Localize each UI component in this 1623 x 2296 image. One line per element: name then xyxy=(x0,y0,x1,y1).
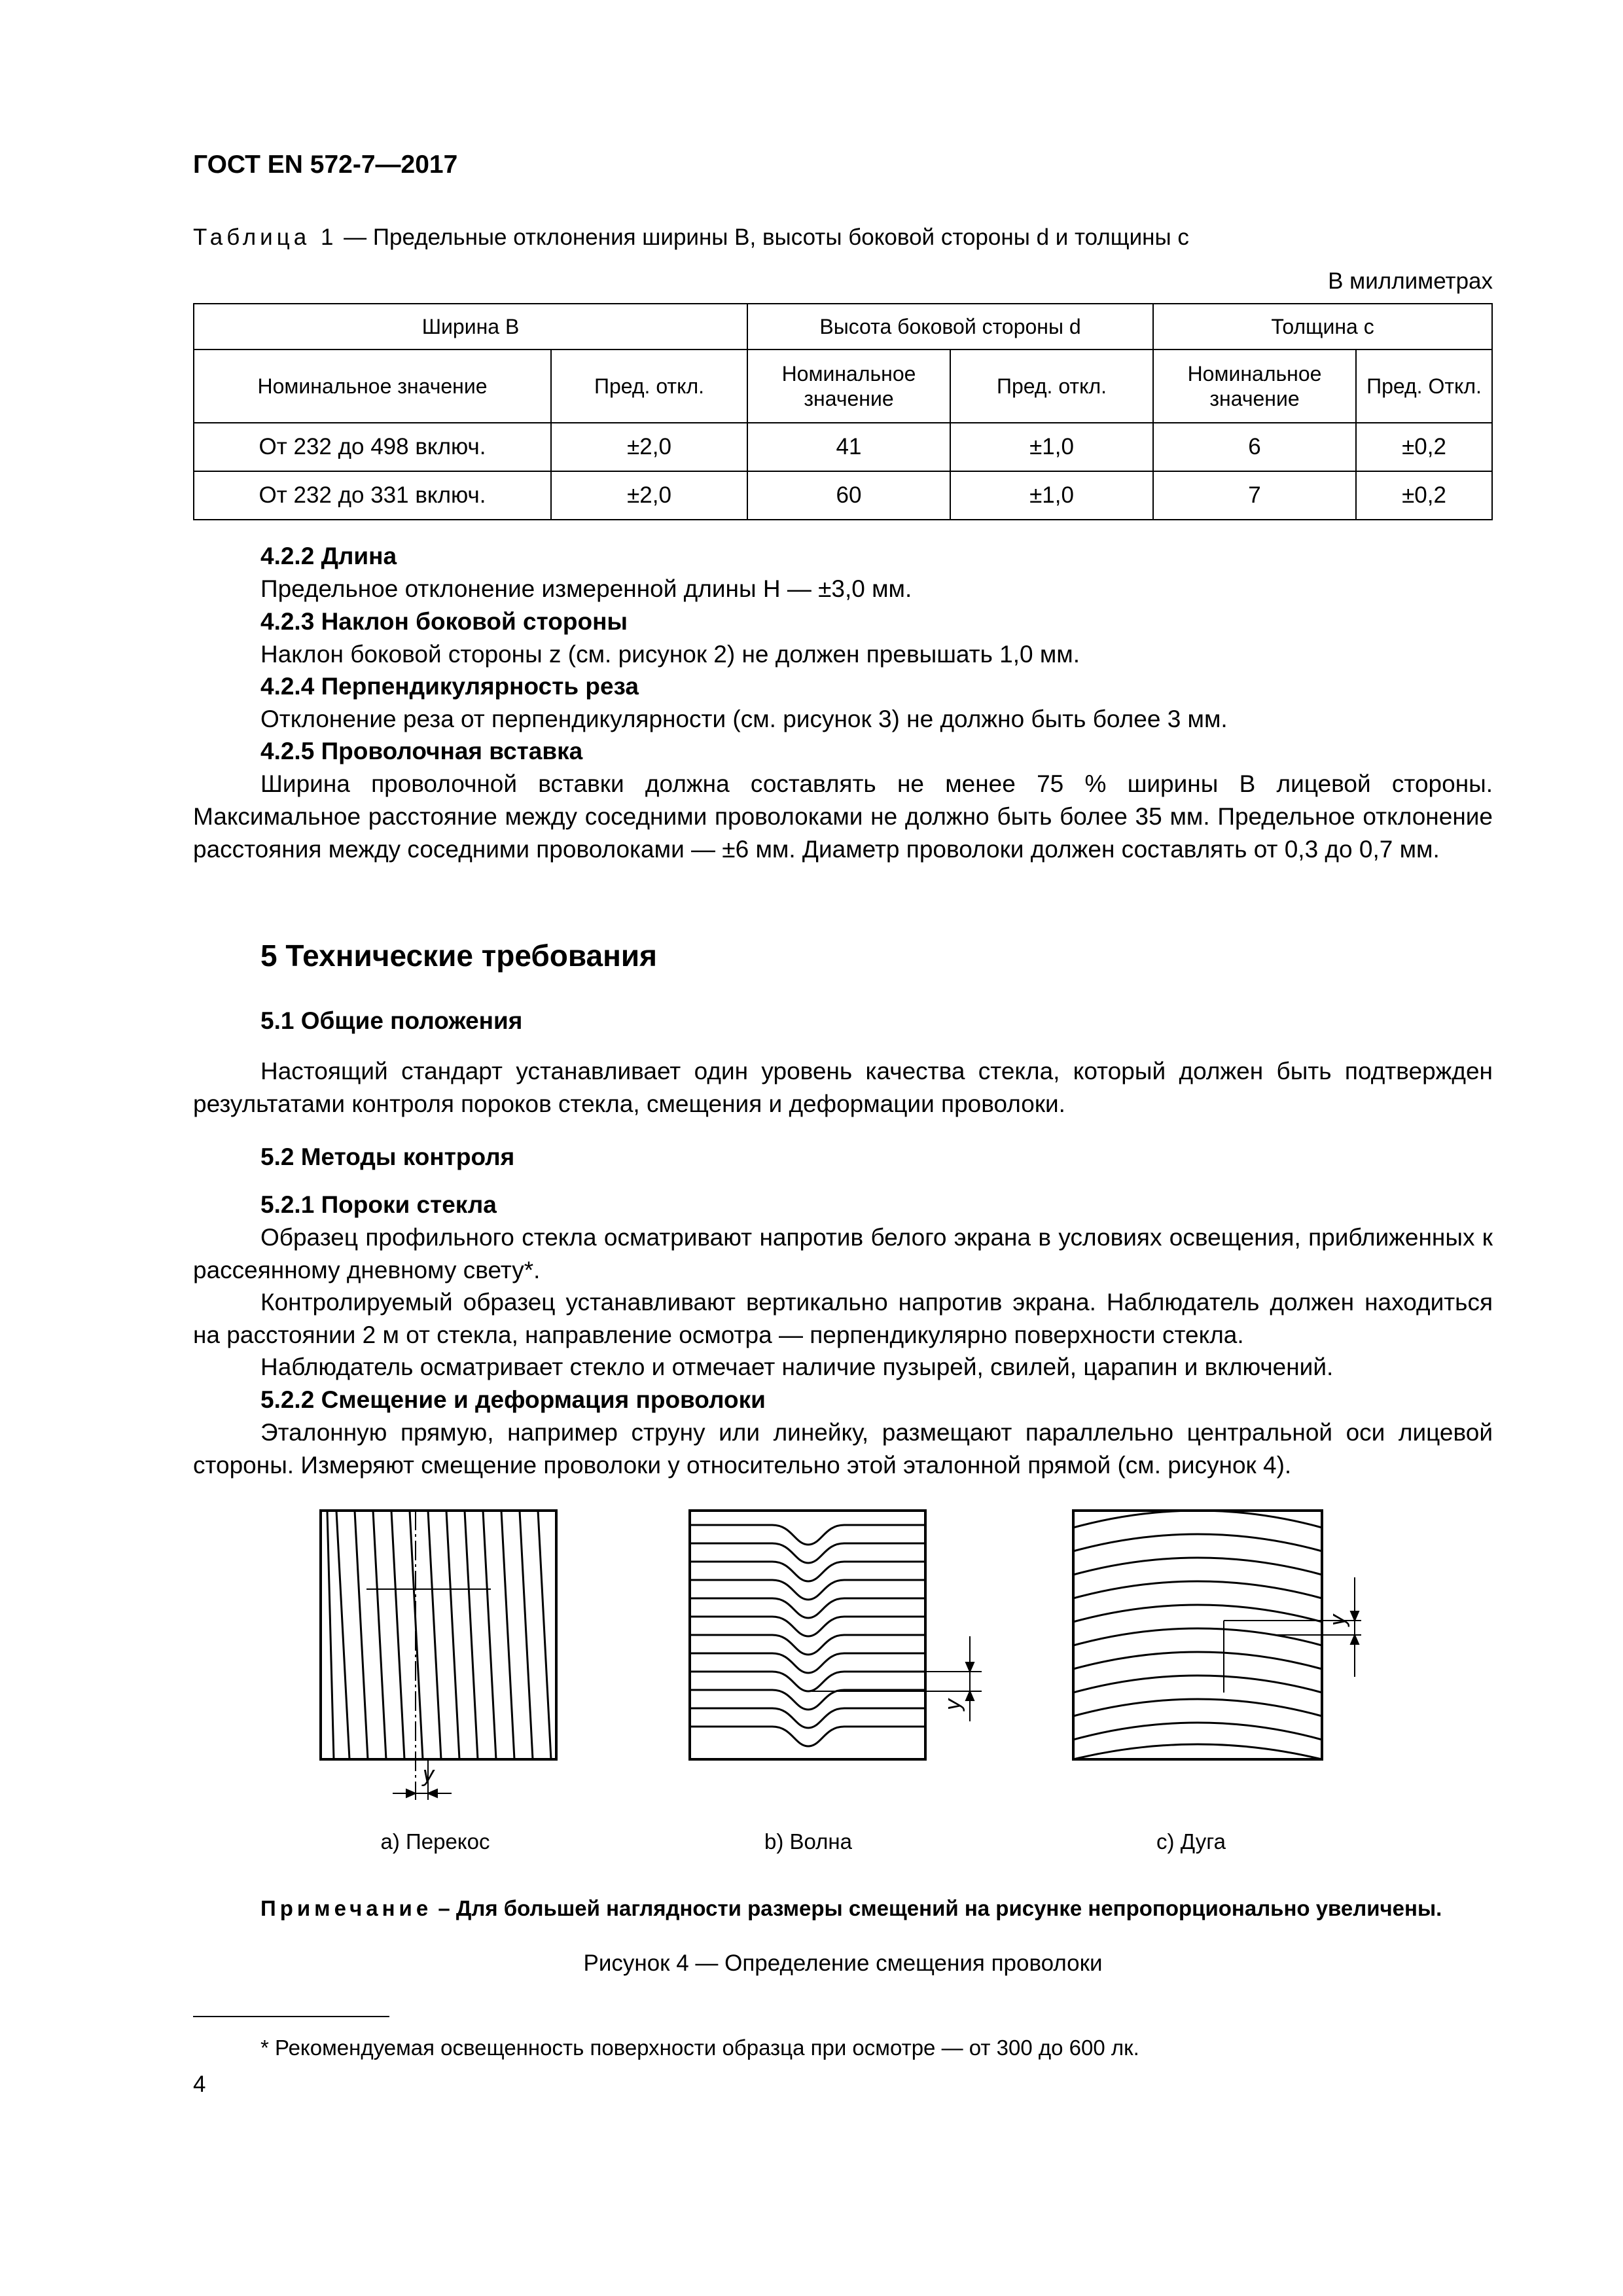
table-subheader: Номинальное значение xyxy=(1153,350,1356,423)
table-subheader: Номинальное значение xyxy=(747,350,950,423)
section-4-2-4-text: Отклонение реза от перпендикулярности (см. рисунок 3) не должно быть более 3 мм. xyxy=(260,706,1228,732)
section-4-2-3-text: Наклон боковой стороны z (см. рисунок 2) не должен превышать 1,0 мм. xyxy=(260,641,1080,668)
arc-y-symbol: y xyxy=(1325,1615,1350,1626)
caption-skew: a) Перекос xyxy=(380,1829,490,1854)
section-4-2-3-title: 4.2.3 Наклон боковой стороны xyxy=(260,608,628,635)
table-row xyxy=(194,423,1492,471)
table-cell: ±0,2 xyxy=(1356,423,1492,471)
section-5-2-1-p2: Контролируемый образец устанавливают вертикально напротив экрана. Наблюдатель должен находиться на расстоянии 2 м от стекла, направление осмотра — перпендикулярно поверхности стекла. xyxy=(193,1289,1493,1348)
table-cell: ±1,0 xyxy=(950,423,1153,471)
figure-arc-diagram xyxy=(1067,1505,1407,1767)
table-subheader-row xyxy=(194,350,1492,423)
wave-wires xyxy=(690,1525,925,1746)
footnote: * Рекомендуемая освещенность поверхности образца при осмотре — от 300 до 600 лк. xyxy=(260,2036,1139,2060)
table-caption-text: — Предельные отклонения ширины B, высоты боковой стороны d и толщины c xyxy=(337,224,1189,250)
figure-note xyxy=(260,1896,1442,1921)
skew-y-symbol: y xyxy=(423,1762,434,1787)
wave-y-symbol: y xyxy=(940,1699,965,1710)
table-subheader: Пред. откл. xyxy=(950,350,1153,423)
caption-wave: b) Волна xyxy=(764,1829,852,1854)
skew-wires xyxy=(327,1511,551,1759)
table-1 xyxy=(193,303,1493,520)
table-cell: ±2,0 xyxy=(551,423,747,471)
section-5-2-2-title: 5.2.2 Смещение и деформация проволоки xyxy=(260,1386,766,1413)
figure-wave-diagram xyxy=(681,1505,995,1767)
table-cell: ±0,2 xyxy=(1356,471,1492,520)
caption-arc: c) Дуга xyxy=(1156,1829,1226,1854)
document-code: ГОСТ EN 572-7—2017 xyxy=(193,151,458,179)
section-5-2-1-p1: Образец профильного стекла осматривают напротив белого экрана в условиях освещения, приближенных к рассеянному дневному свету*. xyxy=(193,1224,1493,1283)
section-5-1-text: Настоящий стандарт устанавливает один уровень качества стекла, который должен быть подтвержден результатами контроля пороков стекла, смещения и деформации проволоки. xyxy=(193,1058,1493,1117)
section-5-1-title: 5.1 Общие положения xyxy=(260,1007,523,1034)
section-5-2-2-text: Эталонную прямую, например струну или линейку, размещают параллельно центральной оси лицевой стороны. Измеряют смещение проволоки y относительно этой эталонной прямой (см. рисунок 4). xyxy=(193,1419,1493,1479)
table-units: В миллиметрах xyxy=(1328,268,1493,294)
section-4-2-2-title: 4.2.2 Длина xyxy=(260,543,397,569)
page-number: 4 xyxy=(193,2072,206,2097)
table-subheader: Пред. откл. xyxy=(551,350,747,423)
footnote-rule xyxy=(193,2016,389,2017)
section-4-2-2-text: Предельное отклонение измеренной длины H — ±3,0 мм. xyxy=(260,575,912,602)
table-group-header: Высота боковой стороны d xyxy=(747,304,1153,350)
table-cell: 7 xyxy=(1153,471,1356,520)
table-group-header: Ширина B xyxy=(194,304,747,350)
section-4-2-4-title: 4.2.4 Перпендикулярность реза xyxy=(260,673,639,700)
table-cell: ±1,0 xyxy=(950,471,1153,520)
figure-title: Рисунок 4 — Определение смещения проволоки xyxy=(583,1950,1103,1976)
figure-note-label: Примечание xyxy=(260,1896,433,1920)
section-5-title: 5 Технические требования xyxy=(260,939,657,973)
table-group-header-row xyxy=(194,304,1492,350)
table-row xyxy=(194,471,1492,520)
table-subheader: Пред. Откл. xyxy=(1356,350,1492,423)
section-5-2-1-title: 5.2.1 Пороки стекла xyxy=(260,1191,497,1218)
table-cell: 6 xyxy=(1153,423,1356,471)
figure-skew-diagram xyxy=(314,1505,563,1820)
figure-note-text: – Для большей наглядности размеры смещений на рисунке непропорционально увеличены. xyxy=(432,1896,1442,1920)
section-4-2-5-text: Ширина проволочной вставки должна составлять не менее 75 % ширины B лицевой стороны. Максимальное расстояние между соседними проволоками не должно быть более 35 мм. Предельное отклонение расстояния между соседними проволоками — ±6 мм. Диаметр проволоки должен составлять от 0,3 до 0,7 мм. xyxy=(193,770,1493,863)
table-caption-label: Таблица 1 xyxy=(193,224,338,250)
table-group-header: Толщина c xyxy=(1153,304,1492,350)
arc-dimension xyxy=(1224,1577,1361,1693)
table-subheader: Номинальное значение xyxy=(194,350,551,423)
table-caption xyxy=(193,224,1189,251)
table-cell: ±2,0 xyxy=(551,471,747,520)
table-cell: 41 xyxy=(747,423,950,471)
table-cell: 60 xyxy=(747,471,950,520)
section-4-2-5-title: 4.2.5 Проволочная вставка xyxy=(260,738,583,764)
table-cell: От 232 до 498 включ. xyxy=(194,423,551,471)
section-5-2-1-p3: Наблюдатель осматривает стекло и отмечает наличие пузырей, свилей, царапин и включений. xyxy=(260,1354,1334,1380)
section-5-2-title: 5.2 Методы контроля xyxy=(260,1143,515,1170)
table-cell: От 232 до 331 включ. xyxy=(194,471,551,520)
